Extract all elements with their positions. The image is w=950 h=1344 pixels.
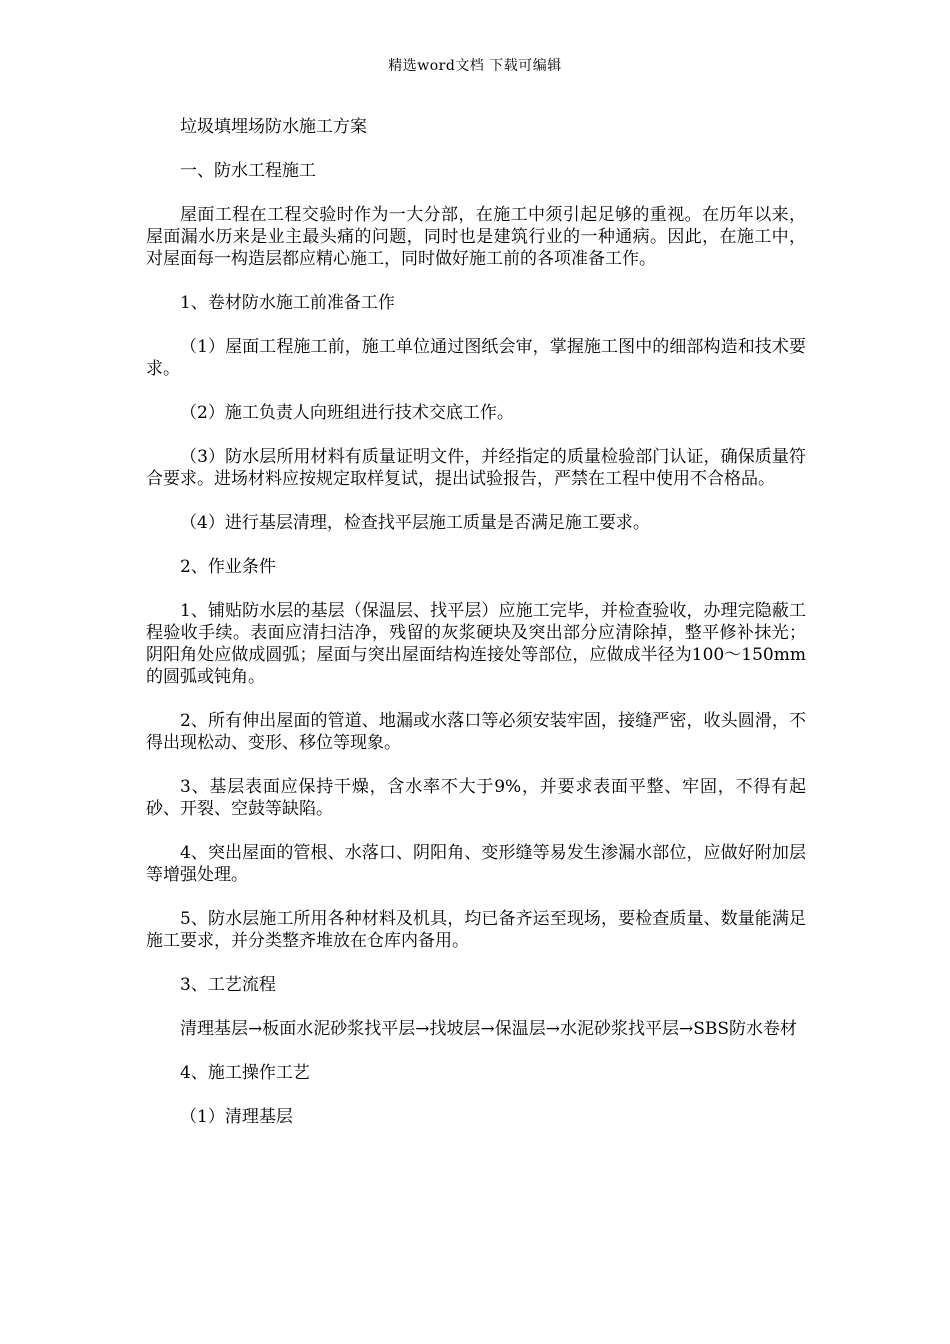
condition-item: 1、铺贴防水层的基层（保温层、找平层）应施工完毕，并检查验收，办理完隐蔽工程验收手续。表面应清扫洁净，残留的灰浆硬块及突出部分应清除掉，整平修补抹光；阴阳角处应做成圆弧；屋面与突出屋面结构连接处等部位，应做成半径为100～150mm的圆弧或钝角。 — [146, 601, 806, 687]
subsection-heading: 2、作业条件 — [180, 557, 276, 577]
intro-paragraph: 屋面工程在工程交验时作为一大分部，在施工中须引起足够的重视。在历年以来，屋面漏水历来是业主最头痛的问题，同时也是建筑行业的一种通病。因此，在施工中，对屋面每一构造层都应精心施工，同时做好施工前的各项准备工作。 — [146, 205, 806, 269]
prep-item: （2）施工负责人向班组进行技术交底工作。 — [180, 403, 514, 423]
prep-item: （3）防水层所用材料有质量证明文件，并经指定的质量检验部门认证，确保质量符合要求。进场材料应按规定取样复试，提出试验报告，严禁在工程中使用不合格品。 — [146, 447, 806, 489]
subsection-heading: 1、卷材防水施工前准备工作 — [180, 293, 395, 313]
prep-item: （1）屋面工程施工前，施工单位通过图纸会审，掌握施工图中的细部构造和技术要求。 — [146, 337, 806, 379]
document-title: 垃圾填埋场防水施工方案 — [180, 117, 367, 137]
condition-item: 4、突出屋面的管根、水落口、阴阳角、变形缝等易发生渗漏水部位，应做好附加层等增强处理。 — [146, 843, 806, 885]
section-heading: 一、防水工程施工 — [180, 161, 316, 181]
condition-item: 5、防水层施工所用各种材料及机具，均已备齐运至现场，要检查质量、数量能满足施工要求，并分类整齐堆放在仓库内备用。 — [146, 909, 806, 951]
step-heading: （1）清理基层 — [180, 1107, 293, 1127]
page-header: 精选word文档 下载可编辑 — [388, 58, 562, 74]
subsection-heading: 4、施工操作工艺 — [180, 1063, 310, 1083]
subsection-heading: 3、工艺流程 — [180, 975, 276, 995]
prep-item: （4）进行基层清理，检查找平层施工质量是否满足施工要求。 — [180, 513, 650, 533]
process-flow: 清理基层→板面水泥砂浆找平层→找坡层→保温层→水泥砂浆找平层→SBS防水卷材 — [180, 1019, 798, 1039]
document-body — [146, 116, 806, 1150]
condition-item: 3、基层表面应保持干燥，含水率不大于9%，并要求表面平整、牢固，不得有起砂、开裂、空鼓等缺陷。 — [146, 777, 806, 819]
condition-item: 2、所有伸出屋面的管道、地漏或水落口等必须安装牢固，接缝严密，收头圆滑，不得出现松动、变形、移位等现象。 — [146, 711, 806, 753]
